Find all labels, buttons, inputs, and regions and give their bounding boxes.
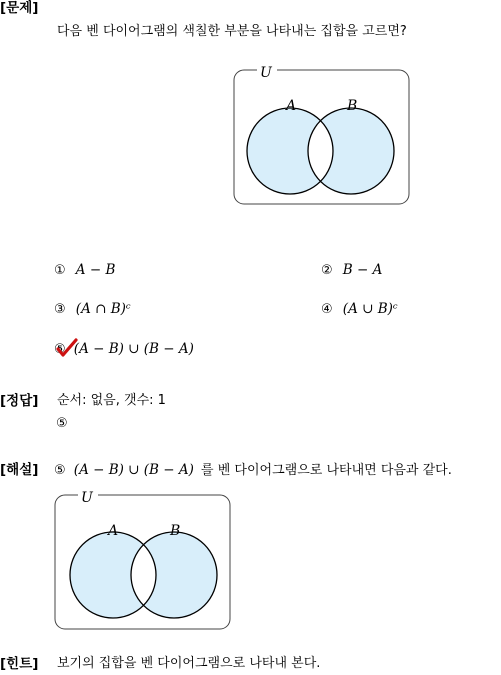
answer-value: ⑤ (56, 416, 68, 431)
set-b-label: B (170, 523, 181, 539)
question-text: 다음 벤 다이어그램의 색칠한 부분을 나타내는 집합을 고르면? (57, 24, 407, 39)
choice-3[interactable] (54, 301, 131, 318)
universal-set-label: U (81, 490, 93, 506)
answer-label: [정답] (0, 393, 39, 409)
choice-marker: ④ (321, 302, 333, 317)
choice-4[interactable] (321, 301, 398, 318)
set-a-label: A (108, 523, 119, 539)
problem-venn-diagram (231, 62, 413, 208)
explanation-label: [해설] (0, 462, 39, 478)
choice-marker: ⑤ (54, 342, 66, 357)
choice-1[interactable] (54, 262, 115, 279)
choice-2[interactable] (321, 262, 382, 279)
explanation-venn-diagram (52, 487, 234, 633)
choice-text: (A ∪ B)ᶜ (342, 301, 398, 317)
choice-marker: ① (54, 263, 66, 278)
choice-marker: ② (321, 263, 333, 278)
explanation-line (54, 462, 452, 479)
choice-marker: ③ (54, 302, 66, 317)
explanation-marker: ⑤ (54, 463, 66, 478)
universal-set-label: U (260, 65, 272, 81)
explanation-text: 를 벤 다이어그램으로 나타내면 다음과 같다. (201, 463, 452, 478)
set-a-label: A (286, 98, 297, 114)
choice-text: A − B (75, 262, 116, 278)
answer-meta: 순서: 없음, 갯수: 1 (57, 393, 166, 408)
selected-checkmark-icon (56, 338, 78, 358)
choice-text: (A ∩ B)ᶜ (75, 301, 131, 317)
set-b-label: B (347, 98, 358, 114)
hint-label: [힌트] (0, 656, 39, 672)
problem-label: [문제] (0, 0, 39, 16)
hint-text: 보기의 집합을 벤 다이어그램으로 나타내 본다. (57, 656, 321, 671)
explanation-expr: (A − B) ∪ (B − A) (73, 462, 194, 478)
choice-text: (A − B) ∪ (B − A) (73, 341, 194, 357)
choice-text: B − A (342, 262, 383, 278)
